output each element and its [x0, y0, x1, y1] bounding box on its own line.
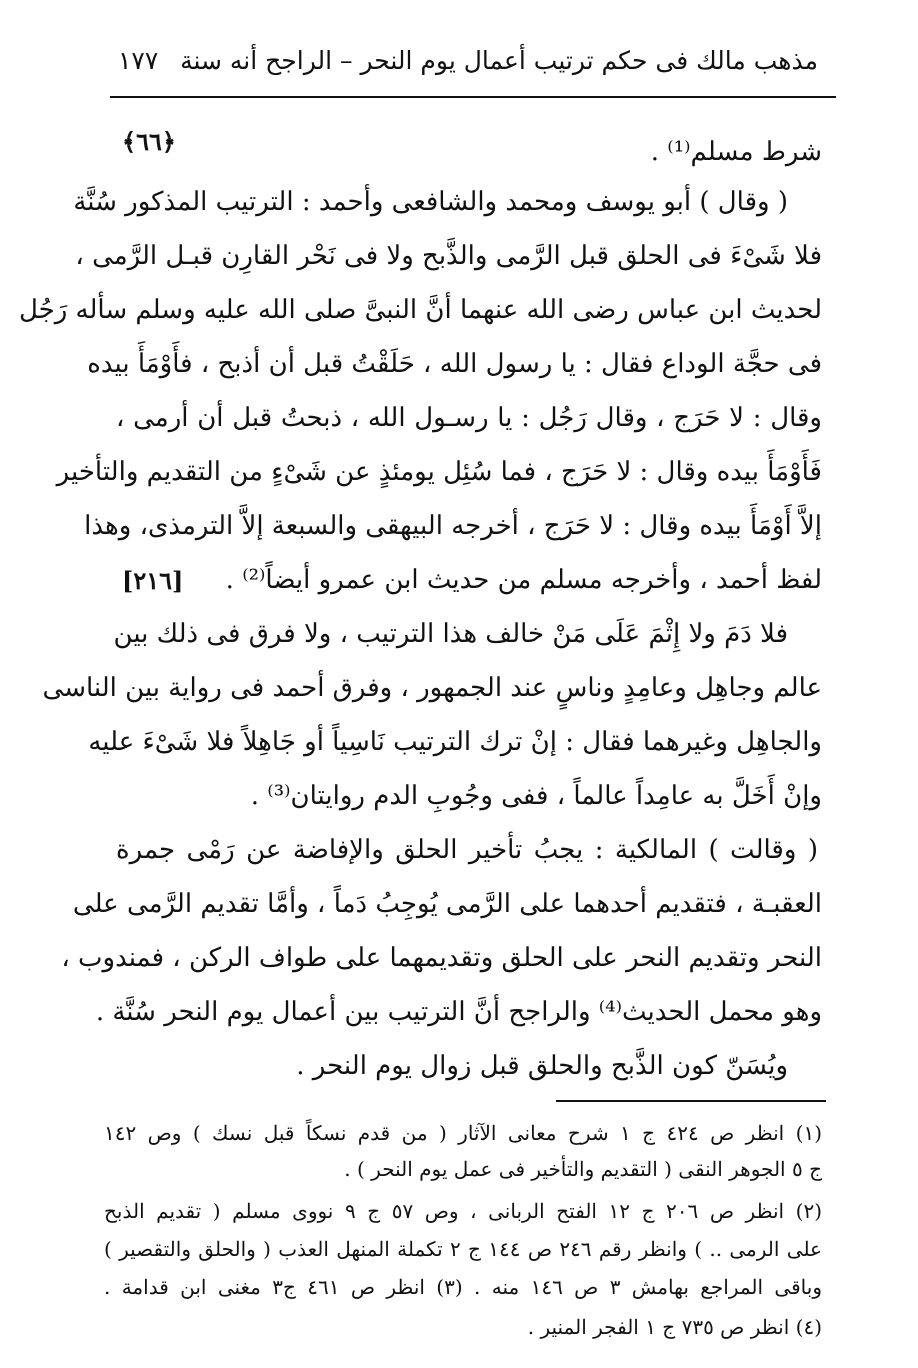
hadith-number: [٢١٦] — [122, 566, 184, 595]
body-line-13: وإنْ أَخَلَّ به عامِداً عالماً ، ففى وجُوبِ الدم روايتان⁽³⁾ . — [250, 781, 822, 811]
running-header: مذهب مالك فى حكم ترتيب أعمال يوم النحر – الراجح أنه سنة — [180, 46, 818, 75]
footnote-line-6: (٤) انظر ص ٧٣٥ ج ١ الفجر المنير . — [527, 1315, 822, 1339]
body-line-4: لحديث ابن عباس رضى الله عنهما أنَّ النبىَّ صلى الله عليه وسلم سأله رَجُل — [18, 295, 822, 325]
body-line-5: فى حجَّة الوداع فقال : يا رسول الله ، حَلَقْتُ قبل أن أذبح ، فأَوْمَأَ بيده — [87, 349, 822, 379]
body-line-15: العقبـة ، فتقديم أحدهما على الرَّمى يُوجِبُ دَماً ، وأمَّا تقديم الرَّمى على — [72, 889, 822, 919]
page-number: ١٧٧ — [118, 46, 159, 75]
header-divider — [110, 96, 836, 98]
body-line-6: وقال : لا حَرَج ، وقال رَجُل : يا رسـول الله ، ذبحتُ قبل أن أرمى ، — [116, 403, 822, 433]
footnote-line-1: (١) انظر ص ٤٢٤ ج ١ شرح معانى الآثار ( من قدم نسكاً قبل نسك ) وص ١٤٢ — [104, 1121, 822, 1145]
body-line-7: فَأَوْمَأَ بيده وقال : لا حَرَج ، فما سُئِل يومئذٍ عن شَىْءٍ من التقديم والتأخير — [56, 457, 822, 487]
section-number: ﴿٦٦﴾ — [122, 127, 176, 156]
body-line-1: شرط مسلم⁽¹⁾ . — [650, 137, 822, 167]
body-line-18: ويُسَنّ كون الذَّبح والحلق قبل زوال يوم النحر . — [296, 1051, 788, 1081]
footnote-divider — [556, 1100, 826, 1102]
footnote-line-2: ج ٥ الجوهر النقى ( التقديم والتأخير فى عمل يوم النحر ) . — [344, 1157, 822, 1181]
body-line-11: عالم وجاهِل وعامِدٍ وناسٍ عند الجمهور ، وفرق أحمد فى رواية بين الناسى — [42, 673, 822, 703]
body-line-10: فلا دَمَ ولا إِثْمَ عَلَى مَنْ خالف هذا الترتيب ، ولا فرق فى ذلك بين — [113, 619, 788, 649]
body-line-9: لفظ أحمد ، وأخرجه مسلم من حديث ابن عمرو أيضاً⁽²⁾ . — [225, 565, 822, 595]
body-line-12: والجاهِل وغيرهما فقال : إنْ ترك الترتيب نَاسِياً أو جَاهِلاً فلا شَىْءَ عليه — [88, 727, 822, 757]
body-line-3: فلا شَىْءَ فى الحلق قبل الرَّمى والذَّبح ولا فى نَحْر القارِن قبـل الرَّمى ، — [75, 241, 822, 271]
footnote-line-5: وباقى المراجع بهامش ٣ ص ١٤٦ منه . (٣) انظر ص ٤٦١ ج٣ مغنى ابن قدامة . — [104, 1275, 822, 1299]
footnote-line-3: (٢) انظر ص ٢٠٦ ج ١٢ الفتح الربانى ، وص ٥٧ ج ٩ نووى مسلم ( تقديم الذبح — [104, 1199, 823, 1223]
footnote-line-4: على الرمى .. ) وانظر رقم ٢٤٦ ص ١٤٤ ج ٢ تكملة المنهل العذب ( والحلق والتقصير ) — [104, 1237, 822, 1261]
body-line-16: النحر وتقديم النحر على الحلق وتقديمهما على طواف الركن ، فمندوب ، — [61, 943, 822, 973]
body-line-2: ( وقال ) أبو يوسف ومحمد والشافعى وأحمد : الترتيب المذكور سُنَّة — [73, 187, 788, 217]
body-line-17: وهو محمل الحديث⁽⁴⁾ والراجح أنَّ الترتيب بين أعمال يوم النحر سُنَّة . — [95, 997, 822, 1027]
body-line-8: إلاَّ أَوْمَأَ بيده وقال : لا حَرَج ، أخرجه البيهقى والسبعة إلاَّ الترمذى، وهذا — [84, 511, 822, 541]
body-line-14: ( وقالت ) المالكية : يجبُ تأخير الحلق والإفاضة عن رَمْى جمرة — [116, 835, 818, 865]
